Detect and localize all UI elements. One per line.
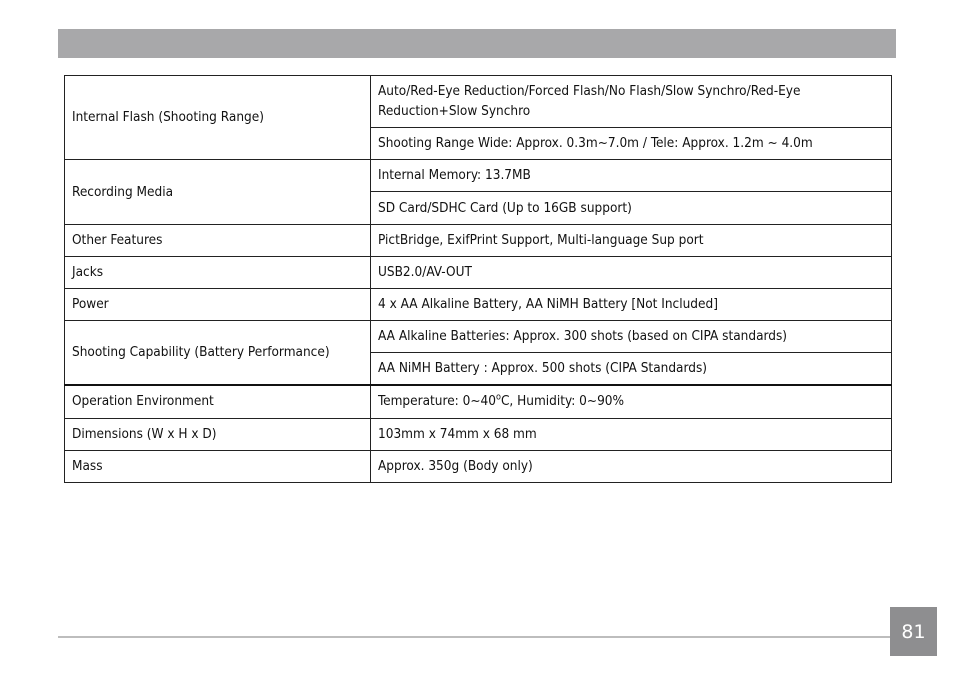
table-row xyxy=(65,225,892,257)
humidity-text: C, Humidity: 0~90% xyxy=(500,393,625,410)
row-value-dimensions: 103mm x 74mm x 68 mm xyxy=(371,418,892,450)
row-value-mass: Approx. 350g (Body only) xyxy=(371,450,892,482)
footer-divider xyxy=(58,636,890,638)
row-value-power: 4 x AA Alkaline Battery, AA NiMH Battery [Not Included] xyxy=(371,289,892,321)
row-label-operation-environment: Operation Environment xyxy=(65,385,371,418)
row-label-recording-media: Recording Media xyxy=(65,160,371,225)
row-label-dimensions: Dimensions (W x H x D) xyxy=(65,418,371,450)
row-value-shooting-range: Shooting Range Wide: Approx. 0.3m~7.0m / Tele: Approx. 1.2m ~ 4.0m xyxy=(371,128,892,160)
spec-table xyxy=(64,75,892,483)
row-label-mass: Mass xyxy=(65,450,371,482)
row-value-flash-modes: Auto/Red-Eye Reduction/Forced Flash/No Flash/Slow Synchro/Red-Eye Reduction+Slow Synchro xyxy=(371,76,892,128)
row-value-operation-environment xyxy=(371,385,892,418)
temperature-text: Temperature: 0~40 xyxy=(378,393,496,410)
table-row xyxy=(65,321,892,353)
page-number: 81 xyxy=(890,607,937,656)
row-label-internal-flash: Internal Flash (Shooting Range) xyxy=(65,76,371,160)
table-row xyxy=(65,385,892,418)
degree-superscript: o xyxy=(495,392,501,403)
row-value-alkaline-shots: AA Alkaline Batteries: Approx. 300 shots (based on CIPA standards) xyxy=(371,321,892,353)
table-row xyxy=(65,418,892,450)
row-value-nimh-shots: AA NiMH Battery : Approx. 500 shots (CIPA Standards) xyxy=(371,353,892,386)
row-value-internal-memory: Internal Memory: 13.7MB xyxy=(371,160,892,192)
row-label-jacks: Jacks xyxy=(65,257,371,289)
row-label-other-features: Other Features xyxy=(65,225,371,257)
row-value-jacks: USB2.0/AV-OUT xyxy=(371,257,892,289)
row-label-power: Power xyxy=(65,289,371,321)
row-label-shooting-capability: Shooting Capability (Battery Performance) xyxy=(65,321,371,386)
table-row xyxy=(65,76,892,128)
table-row xyxy=(65,160,892,192)
table-row xyxy=(65,257,892,289)
header-bar xyxy=(58,29,896,58)
row-value-sd-card: SD Card/SDHC Card (Up to 16GB support) xyxy=(371,192,892,225)
table-row xyxy=(65,450,892,482)
row-value-other-features: PictBridge, ExifPrint Support, Multi-language Sup port xyxy=(371,225,892,257)
table-row xyxy=(65,289,892,321)
